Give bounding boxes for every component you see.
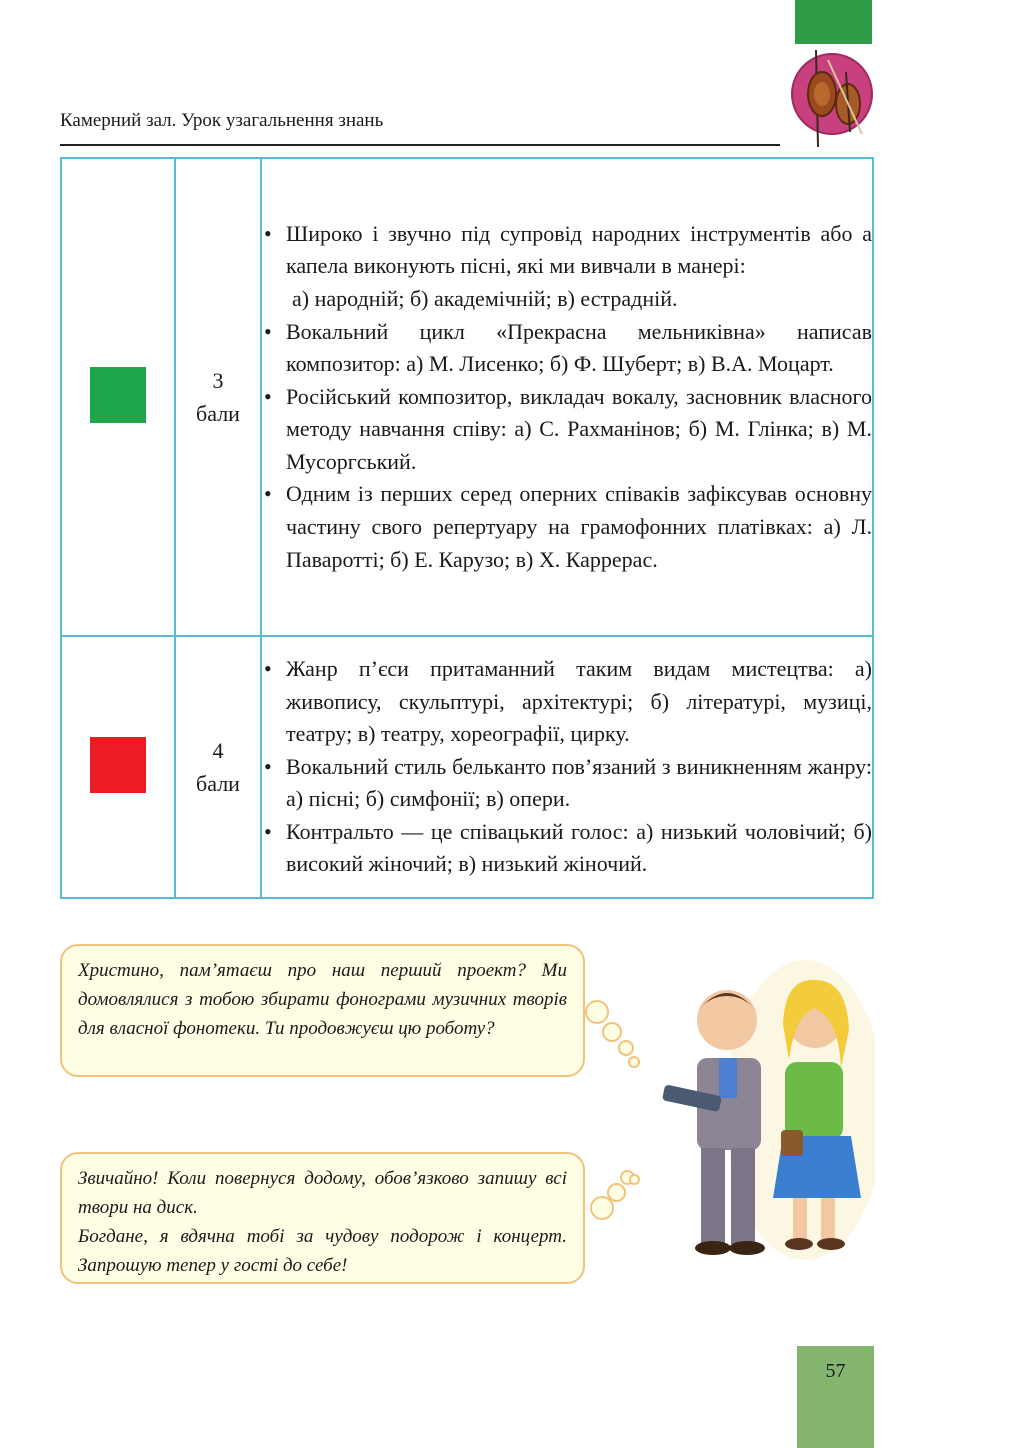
bubble-text: Богдане, я вдячна тобі за чудову подорож і концерт. Запрошую тепер у гості до себе! <box>78 1226 567 1276</box>
bullet-icon: • <box>264 318 272 344</box>
table-row-4-points <box>61 636 873 898</box>
speech-bubble-boy <box>60 944 585 1077</box>
bubble-text: Звичайно! Коли повернуся додому, обов’язково запишу всі твори на диск. <box>78 1168 567 1218</box>
question-text: Контральто — це співацький голос: а) низький чоловічий; б) високий жіночий; в) низький жіночий. <box>286 818 872 877</box>
green-level-square <box>90 367 146 423</box>
score-number: 4 <box>212 738 224 763</box>
question-options: а) народній; б) академічній; в) естрадній. <box>292 285 678 311</box>
bullet-icon: • <box>264 818 272 844</box>
list-item <box>262 218 872 316</box>
children-illustration <box>655 950 875 1270</box>
list-item <box>262 751 872 816</box>
bullet-icon: • <box>264 481 272 507</box>
bubble-tail-dot <box>602 1022 622 1042</box>
list-item <box>262 653 872 751</box>
bubble-tail-dot <box>618 1040 634 1056</box>
list-item <box>262 816 872 881</box>
page-number-box <box>797 1346 874 1448</box>
question-list <box>262 653 872 881</box>
question-text: Одним із перших серед оперних співаків зафіксував основну частину свого репертуару на грамофонних платівках: а) Л. Паваротті; б) Е. Карузо; в) Х. Каррерас. <box>286 481 872 572</box>
bubble-text: Христино, пам’ятаєш про наш перший проект? Ми домовлялися з тобою збирати фонограми музичних творів для власної фонотеки. Ти продовжуєш цю роботу? <box>78 960 567 1039</box>
page-title: Камерний зал. Урок узагальнення знань <box>60 110 384 131</box>
question-text: Широко і звучно під супровід народних інструментів або а капела виконують пісні, які ми вивчали в манері: <box>286 220 872 279</box>
speech-bubble-girl <box>60 1152 585 1284</box>
corner-tab <box>795 0 872 44</box>
question-text: Вокальний цикл «Прекрасна мельниківна» написав композитор: а) М. Лисенко; б) Ф. Шуберт; в) В.А. Моцарт. <box>286 318 872 377</box>
bubble-tail-dot <box>607 1183 626 1202</box>
question-text: Російський композитор, викладач вокалу, засновник власного методу навчання співу: а) С. Рахманінов; б) М. Глінка; в) М. Мусоргський. <box>286 383 872 474</box>
violin-icon <box>788 42 878 152</box>
score-unit: бали <box>196 401 240 426</box>
red-level-square <box>90 737 146 793</box>
bullet-icon: • <box>264 753 272 779</box>
score-number: 3 <box>212 368 224 393</box>
question-text: Вокальний стиль бельканто пов’язаний з виникненням жанру: а) пісні; б) симфонії; в) опери. <box>286 753 872 812</box>
header-divider <box>60 144 780 146</box>
assessment-table <box>60 157 874 899</box>
list-item <box>262 478 872 576</box>
score-unit: бали <box>196 771 240 796</box>
bubble-tail-dot <box>629 1174 640 1185</box>
bubble-tail-dot <box>585 1000 609 1024</box>
question-list <box>262 218 872 577</box>
bullet-icon: • <box>264 220 272 246</box>
table-row-3-points <box>61 158 873 636</box>
bullet-icon: • <box>264 383 272 409</box>
page-number: 57 <box>825 1360 846 1382</box>
list-item <box>262 381 872 479</box>
list-item <box>262 316 872 381</box>
bullet-icon: • <box>264 655 272 681</box>
bubble-tail-dot <box>628 1056 640 1068</box>
question-text: Жанр п’єси притаманний таким видам мистецтва: а) живопису, скульптурі, архітектурі; б) літературі, музиці, театру; в) театру, хореографії, цирку. <box>286 655 872 747</box>
